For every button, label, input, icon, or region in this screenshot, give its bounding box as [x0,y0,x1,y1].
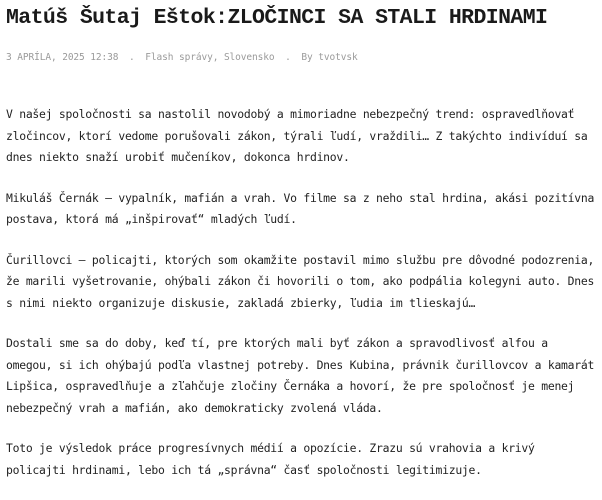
post-date: 3 APRÍLA, 2025 12:38 [6,52,119,63]
article-title: Matúš Šutaj Eštok:ZLOČINCI SA STALI HRDINAMI [6,6,548,30]
meta-separator: . [129,52,135,63]
article-paragraph: V našej spoločnosti sa nastolil novodobý a mimoriadne nebezpečný trend: ospravedlňovať zločincov, ktorí vedome porušovali zákon, týrali ľudí, vraždili… Z takýchto indivíduí sa dnes niekto snaží urobiť mučeníkov, dokonca hrdinov. [6,107,588,164]
article-paragraph: Čurillovci – policajti, ktorých som okamžite postavil mimo službu pre dôvodné podozrenia, že marili vyšetrovanie, ohýbali zákon či hovorili o tom, ako podpália kolegyni auto. Dnes s nimi niekto organizuje diskusie, zakladá zbierky, ľudia im tlieskajú… [6,252,595,310]
category-link[interactable]: Flash správy, Slovensko [145,52,275,63]
article-paragraph: Toto je výsledok práce progresívnych médií a opozície. Zrazu sú vrahovia a krivý policajti hrdinami, lebo ich tá „správna“ časť spoločnosti legitimizuje. [6,441,535,477]
article-body [6,104,598,500]
article-meta [6,52,358,63]
article-paragraph: Dostali sme sa do doby, keď tí, pre ktorých mali byť zákon a spravodlivosť alfou a omegou, si ich ohýbajú podľa vlastnej potreby. Dnes Kubina, právnik čurillovcov a kamarát Lipšica, ospravedlňuje a zľahčuje zločiny Černáka a hovorí, že pre spoločnosť je menej nebezpečný vrah a mafián, ako demokraticky zvolená vláda. [6,336,595,415]
meta-separator: . [285,52,291,63]
article-paragraph: Mikuláš Černák – vypalník, mafián a vrah. Vo filme sa z neho stal hrdina, akási pozitívna postava, ktorá má „inšpirovať“ mladých ľudí. [6,190,595,226]
author-link[interactable]: By tvotvsk [301,52,358,63]
